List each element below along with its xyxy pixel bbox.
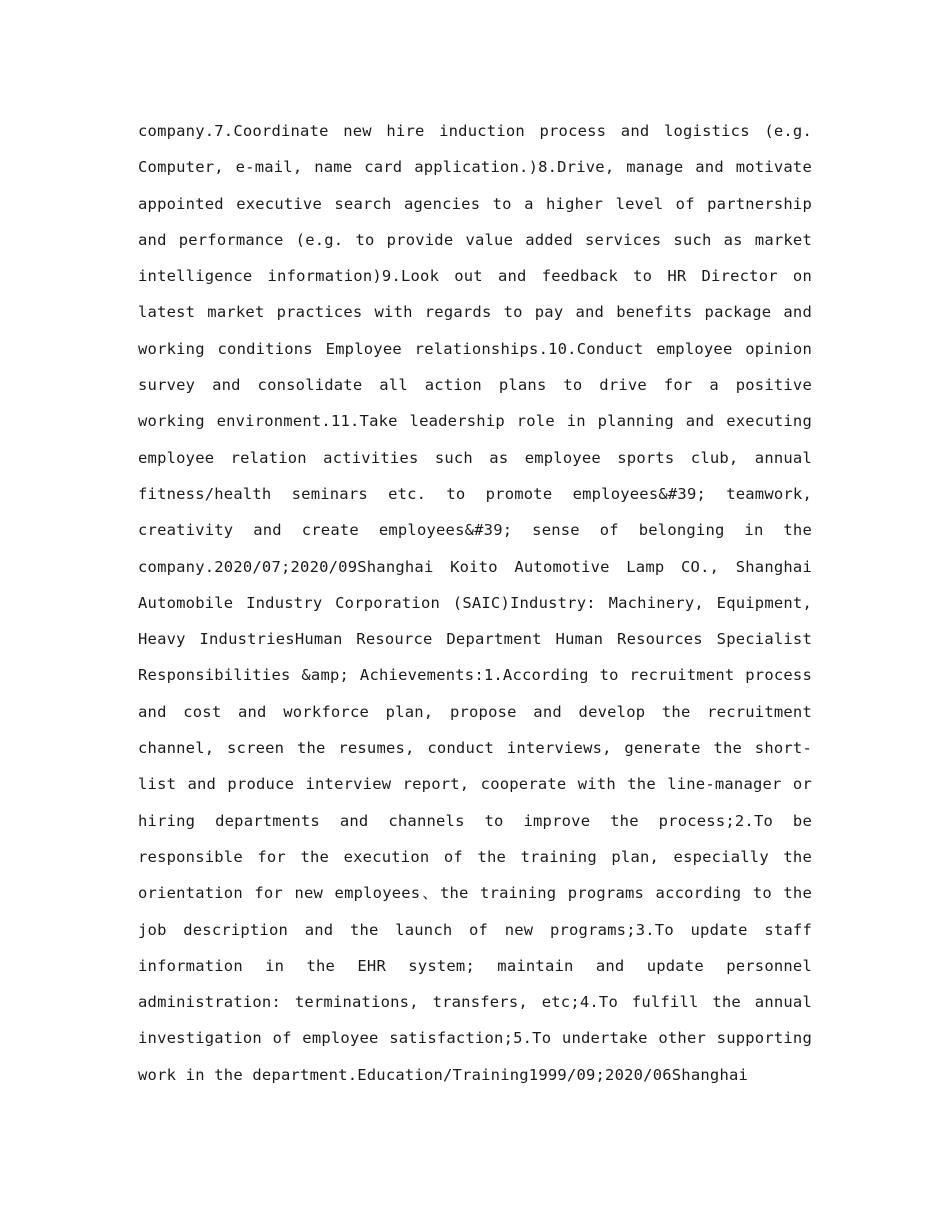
body-paragraph: company.7.Coordinate new hire induction process and logistics (e.g. Computer, e-mail, name card application.)8.Drive, manage and motivate appointed executive search agencies to a higher level of partnership and performance (e.g. to provide value added services such as market intelligence information)9.Look out and feedback to HR Director on latest market practices with regards to pay and benefits package and working conditions Employee relationships.10.Conduct employee opinion survey and consolidate all action plans to drive for a positive working environment.11.Take leadership role in planning and executing employee relation activities such as employee sports club, annual fitness/health seminars etc. to promote employees&#39; teamwork, creativity and create employees&#39; sense of belonging in the company.2020/07;2020/09Shanghai Koito Automotive Lamp CO., Shanghai Automobile Industry Corporation (SAIC)Industry: Machinery, Equipment, Heavy IndustriesHuman Resource Department Human Resources Specialist Responsibilities &amp; Achievements:1.According to recruitment process and cost and workforce plan, propose and develop the recruitment channel, screen the resumes, conduct interviews, generate the short-list and produce interview report, cooperate with the line-manager or hiring departments and channels to improve the process;2.To be responsible for the execution of the training plan, especially the orientation for new employees、the training programs according to the job description and the launch of new programs;3.To update staff information in the EHR system; maintain and update personnel administration: terminations, transfers, etc;4.To fulfill the annual investigation of employee satisfaction;5.To undertake other supporting work in the department.Education/Training1999/09;2020/06Shanghai [138, 122, 812, 1084]
